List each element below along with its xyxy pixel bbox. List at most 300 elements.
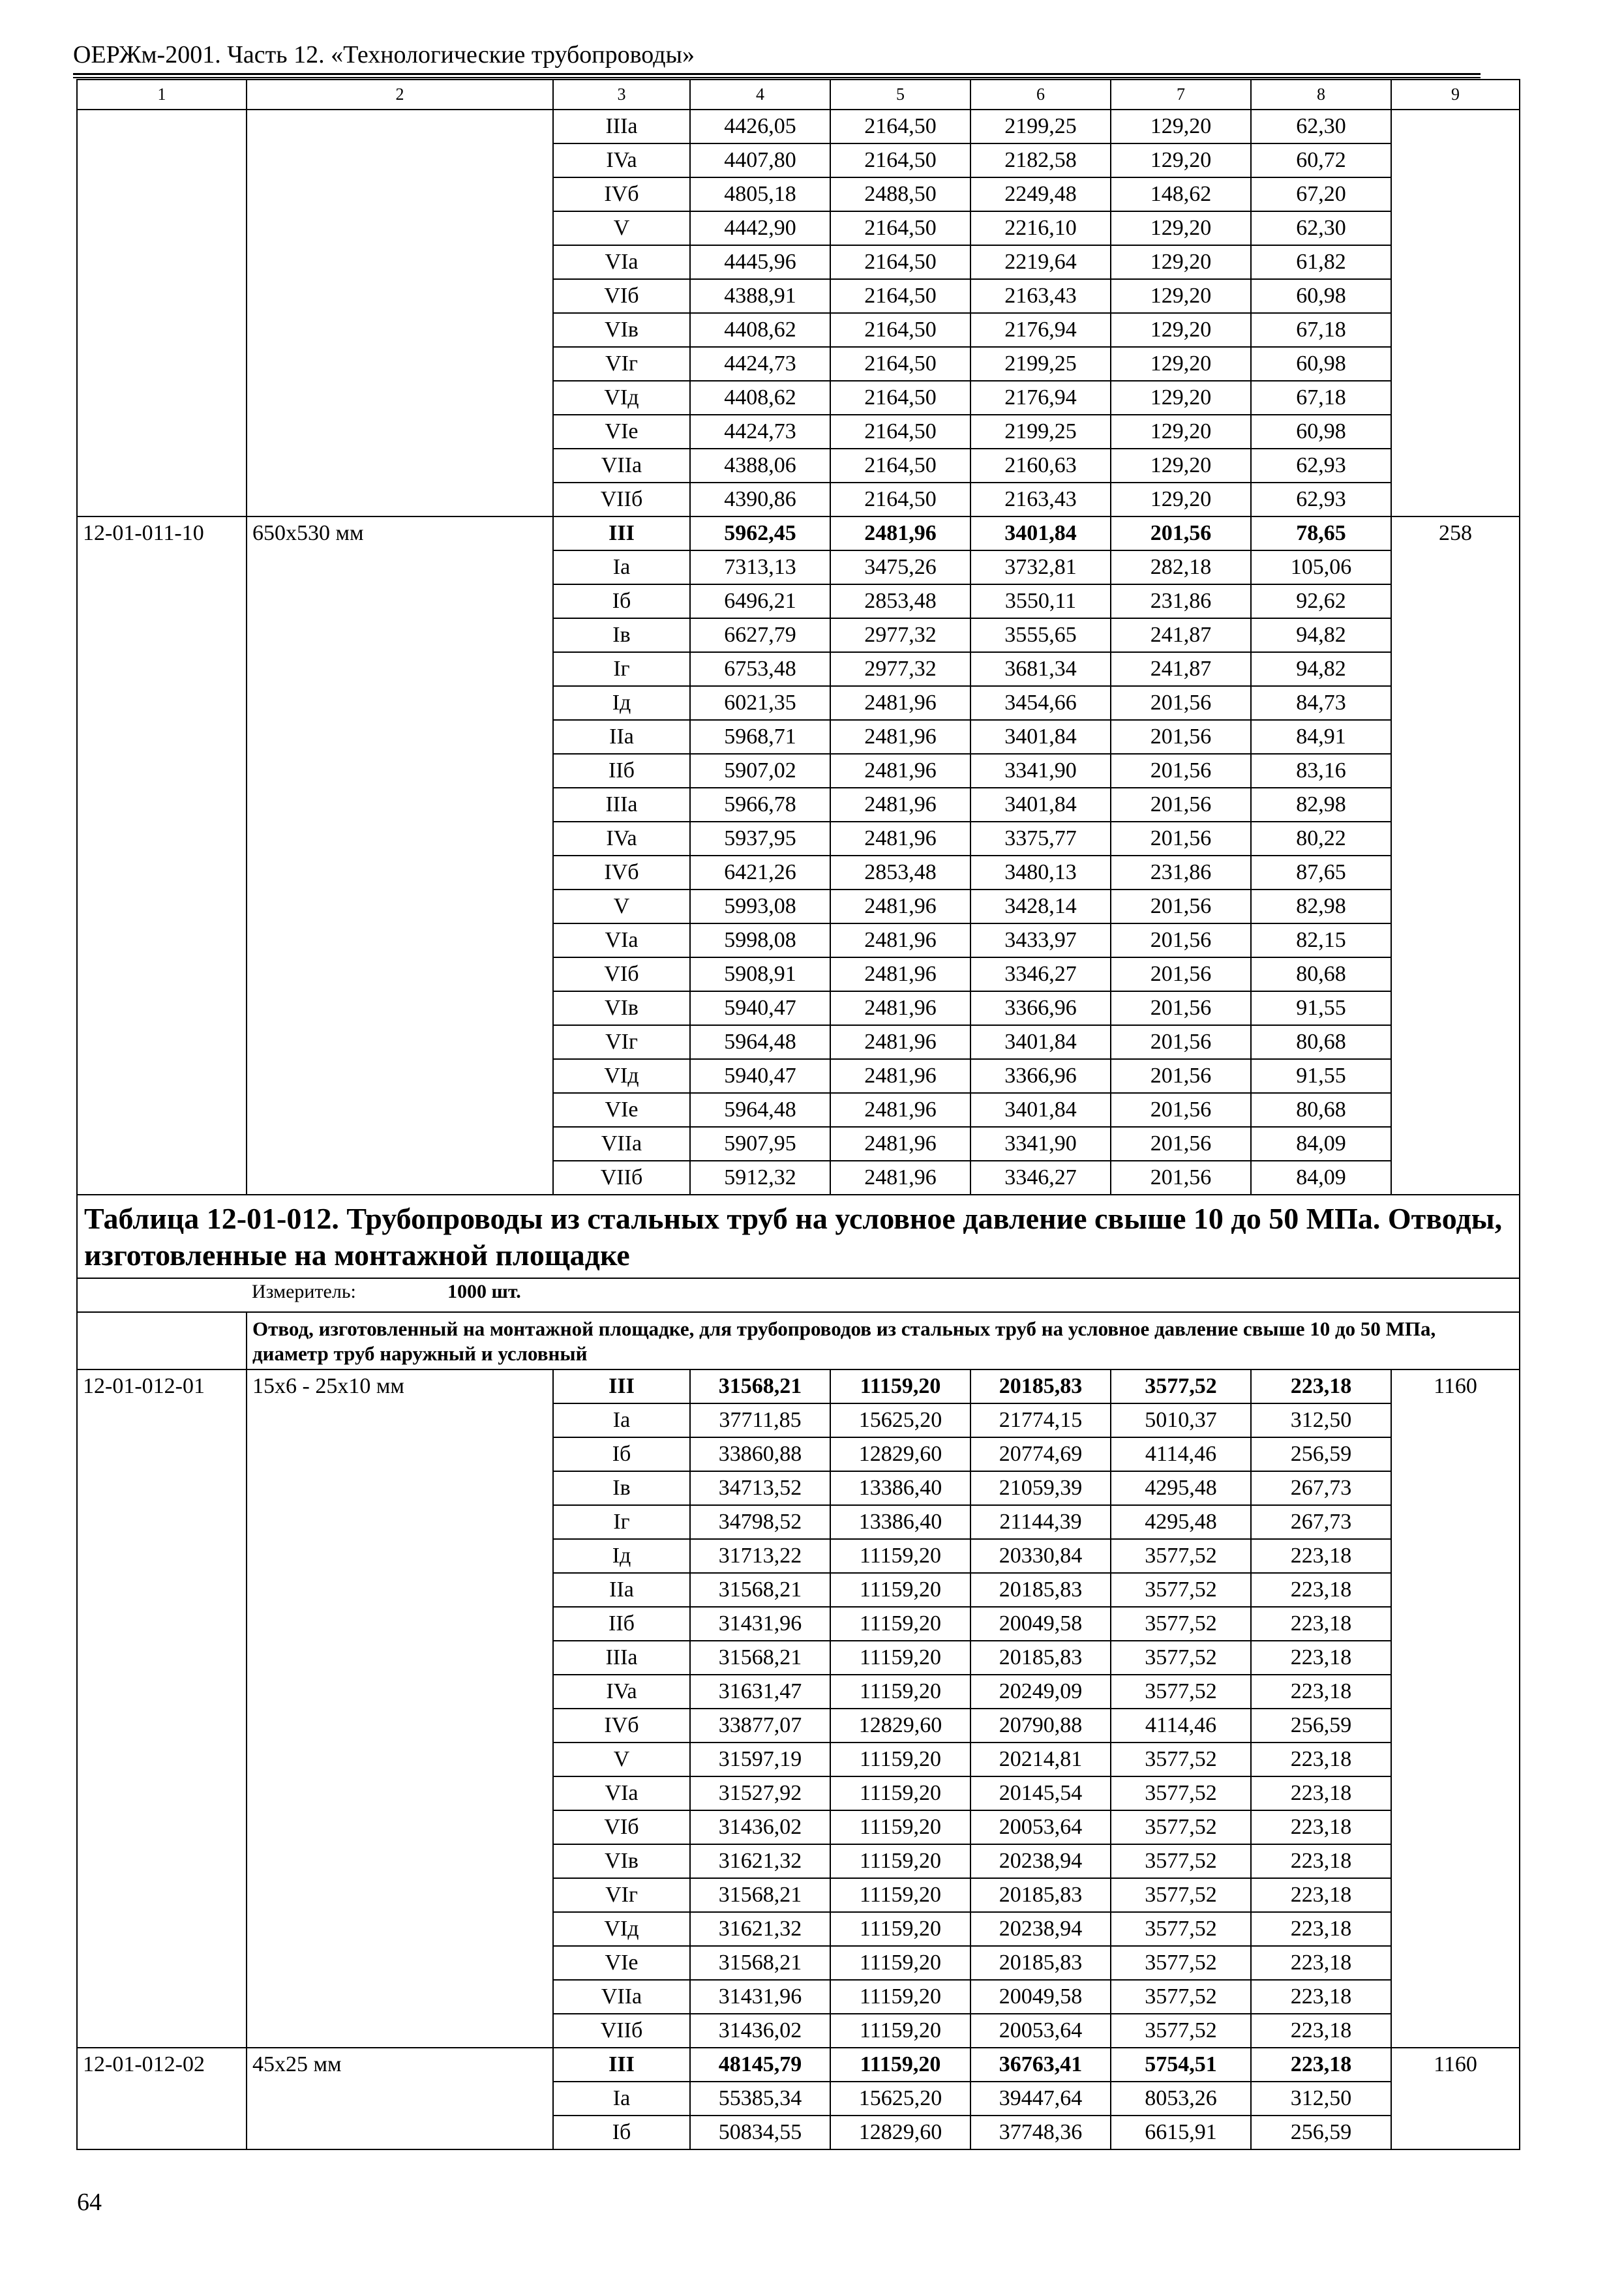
zone-cell: VIг xyxy=(553,347,690,381)
value-cell: 20049,58 xyxy=(970,1980,1111,2014)
value-cell: 84,09 xyxy=(1251,1161,1391,1195)
description-row xyxy=(77,1312,1520,1369)
value-cell: 31621,32 xyxy=(690,1844,830,1878)
value-cell: 2182,58 xyxy=(970,143,1111,177)
value-cell: 20185,83 xyxy=(970,1641,1111,1675)
value-cell: 11159,20 xyxy=(830,2048,970,2082)
value-cell: 3577,52 xyxy=(1111,1878,1251,1912)
value-cell: 3681,34 xyxy=(970,652,1111,686)
value-cell: 20185,83 xyxy=(970,1946,1111,1980)
value-cell: 31568,21 xyxy=(690,1641,830,1675)
value-cell: 94,82 xyxy=(1251,618,1391,652)
value-cell: 2163,43 xyxy=(970,483,1111,516)
zone-cell: VIe xyxy=(553,1093,690,1127)
value-cell: 55385,34 xyxy=(690,2082,830,2116)
section-heading-block xyxy=(77,1195,1520,1369)
column-number: 6 xyxy=(970,80,1111,110)
value-cell: 12829,60 xyxy=(830,2116,970,2149)
value-cell: 11159,20 xyxy=(830,1946,970,1980)
value-cell: 4424,73 xyxy=(690,415,830,449)
value-cell: 201,56 xyxy=(1111,516,1251,550)
value-cell: 20238,94 xyxy=(970,1844,1111,1878)
item-extra-value: 1160 xyxy=(1391,1369,1520,2048)
value-cell: 20330,84 xyxy=(970,1539,1111,1573)
value-cell: 5993,08 xyxy=(690,890,830,923)
value-cell: 267,73 xyxy=(1251,1471,1391,1505)
value-cell: 3366,96 xyxy=(970,991,1111,1025)
rates-table xyxy=(76,79,1520,2150)
item-code xyxy=(77,110,247,516)
value-cell: 2164,50 xyxy=(830,449,970,483)
zone-cell: Ia xyxy=(553,2082,690,2116)
value-cell: 11159,20 xyxy=(830,1878,970,1912)
value-cell: 5940,47 xyxy=(690,1059,830,1093)
column-number: 4 xyxy=(690,80,830,110)
value-cell: 2853,48 xyxy=(830,584,970,618)
value-cell: 4388,91 xyxy=(690,279,830,313)
value-cell: 129,20 xyxy=(1111,245,1251,279)
value-cell: 31621,32 xyxy=(690,1912,830,1946)
value-cell: 282,18 xyxy=(1111,550,1251,584)
zone-cell: VIг xyxy=(553,1878,690,1912)
zone-cell: V xyxy=(553,890,690,923)
value-cell: 31568,21 xyxy=(690,1946,830,1980)
value-cell: 223,18 xyxy=(1251,1844,1391,1878)
value-cell: 3341,90 xyxy=(970,1127,1111,1161)
zone-cell: Ia xyxy=(553,1403,690,1437)
value-cell: 2481,96 xyxy=(830,1093,970,1127)
value-cell: 21774,15 xyxy=(970,1403,1111,1437)
value-cell: 33877,07 xyxy=(690,1709,830,1743)
value-cell: 3480,13 xyxy=(970,856,1111,890)
value-cell: 31431,96 xyxy=(690,1607,830,1641)
value-cell: 82,15 xyxy=(1251,923,1391,957)
value-cell: 3341,90 xyxy=(970,754,1111,788)
zone-cell: Iв xyxy=(553,1471,690,1505)
zone-cell: VIг xyxy=(553,1025,690,1059)
zone-cell: Iб xyxy=(553,584,690,618)
value-cell: 62,30 xyxy=(1251,211,1391,245)
value-cell: 2216,10 xyxy=(970,211,1111,245)
zone-cell: VIб xyxy=(553,279,690,313)
value-cell: 3346,27 xyxy=(970,1161,1111,1195)
value-cell: 20790,88 xyxy=(970,1709,1111,1743)
value-cell: 3346,27 xyxy=(970,957,1111,991)
value-cell: 129,20 xyxy=(1111,313,1251,347)
value-cell: 62,93 xyxy=(1251,483,1391,516)
zone-cell: VIв xyxy=(553,313,690,347)
item-name: 45х25 мм xyxy=(247,2048,553,2149)
value-cell: 34798,52 xyxy=(690,1505,830,1539)
section-title-row xyxy=(77,1195,1520,1278)
zone-cell: IVб xyxy=(553,1709,690,1743)
zone-cell: Iб xyxy=(553,2116,690,2149)
item-name: 15х6 - 25х10 мм xyxy=(247,1369,553,2048)
value-cell: 31527,92 xyxy=(690,1776,830,1810)
value-cell: 2481,96 xyxy=(830,516,970,550)
value-cell: 256,59 xyxy=(1251,1709,1391,1743)
value-cell: 129,20 xyxy=(1111,483,1251,516)
zone-cell: Iб xyxy=(553,1437,690,1471)
value-cell: 11159,20 xyxy=(830,1980,970,2014)
value-cell: 15625,20 xyxy=(830,1403,970,1437)
meter-spacer xyxy=(77,1278,247,1312)
value-cell: 241,87 xyxy=(1111,618,1251,652)
value-cell: 2481,96 xyxy=(830,686,970,720)
value-cell: 33860,88 xyxy=(690,1437,830,1471)
value-cell: 3375,77 xyxy=(970,822,1111,856)
value-cell: 67,18 xyxy=(1251,313,1391,347)
value-cell: 2481,96 xyxy=(830,788,970,822)
value-cell: 36763,41 xyxy=(970,2048,1111,2082)
value-cell: 3555,65 xyxy=(970,618,1111,652)
value-cell: 3401,84 xyxy=(970,720,1111,754)
value-cell: 5010,37 xyxy=(1111,1403,1251,1437)
value-cell: 312,50 xyxy=(1251,1403,1391,1437)
value-cell: 4114,46 xyxy=(1111,1709,1251,1743)
value-cell: 12829,60 xyxy=(830,1709,970,1743)
column-number: 5 xyxy=(830,80,970,110)
value-cell: 4388,06 xyxy=(690,449,830,483)
value-cell: 256,59 xyxy=(1251,1437,1391,1471)
value-cell: 67,18 xyxy=(1251,381,1391,415)
value-cell: 3401,84 xyxy=(970,1025,1111,1059)
zone-cell: IIб xyxy=(553,754,690,788)
value-cell: 148,62 xyxy=(1111,177,1251,211)
value-cell: 3577,52 xyxy=(1111,1369,1251,1403)
value-cell: 201,56 xyxy=(1111,822,1251,856)
value-cell: 83,16 xyxy=(1251,754,1391,788)
table-body-part-1 xyxy=(77,80,1520,1195)
value-cell: 201,56 xyxy=(1111,1093,1251,1127)
zone-cell: IVa xyxy=(553,143,690,177)
value-cell: 11159,20 xyxy=(830,1641,970,1675)
table-body-part-2 xyxy=(77,1369,1520,2149)
zone-cell: IIIa xyxy=(553,110,690,143)
value-cell: 5968,71 xyxy=(690,720,830,754)
value-cell: 2199,25 xyxy=(970,347,1111,381)
value-cell: 2481,96 xyxy=(830,923,970,957)
item-code: 12-01-011-10 xyxy=(77,516,247,1195)
value-cell: 3454,66 xyxy=(970,686,1111,720)
value-cell: 21059,39 xyxy=(970,1471,1111,1505)
zone-cell: V xyxy=(553,1743,690,1776)
value-cell: 2164,50 xyxy=(830,483,970,516)
item-name: 650х530 мм xyxy=(247,516,553,1195)
value-cell: 11159,20 xyxy=(830,1776,970,1810)
value-cell: 80,68 xyxy=(1251,1093,1391,1127)
value-cell: 3433,97 xyxy=(970,923,1111,957)
item-extra-value: 1160 xyxy=(1391,2048,1520,2149)
zone-cell: Iг xyxy=(553,652,690,686)
value-cell: 61,82 xyxy=(1251,245,1391,279)
value-cell: 223,18 xyxy=(1251,1878,1391,1912)
value-cell: 2481,96 xyxy=(830,1025,970,1059)
running-header: ОЕРЖм-2001. Часть 12. «Технологические трубопроводы» xyxy=(73,41,695,68)
value-cell: 2481,96 xyxy=(830,957,970,991)
header-rule xyxy=(73,73,1481,78)
value-cell: 2481,96 xyxy=(830,1161,970,1195)
zone-cell: III xyxy=(553,1369,690,1403)
value-cell: 37748,36 xyxy=(970,2116,1111,2149)
value-cell: 80,22 xyxy=(1251,822,1391,856)
zone-cell: VIIa xyxy=(553,449,690,483)
zone-cell: IIa xyxy=(553,1573,690,1607)
value-cell: 20185,83 xyxy=(970,1573,1111,1607)
value-cell: 4408,62 xyxy=(690,381,830,415)
value-cell: 39447,64 xyxy=(970,2082,1111,2116)
value-cell: 5908,91 xyxy=(690,957,830,991)
value-cell: 3401,84 xyxy=(970,788,1111,822)
value-cell: 31436,02 xyxy=(690,1810,830,1844)
zone-cell: VIa xyxy=(553,1776,690,1810)
value-cell: 3428,14 xyxy=(970,890,1111,923)
value-cell: 5998,08 xyxy=(690,923,830,957)
value-cell: 2199,25 xyxy=(970,415,1111,449)
value-cell: 2488,50 xyxy=(830,177,970,211)
value-cell: 5754,51 xyxy=(1111,2048,1251,2082)
value-cell: 4442,90 xyxy=(690,211,830,245)
value-cell: 223,18 xyxy=(1251,2014,1391,2048)
value-cell: 4445,96 xyxy=(690,245,830,279)
value-cell: 92,62 xyxy=(1251,584,1391,618)
value-cell: 2164,50 xyxy=(830,415,970,449)
value-cell: 2176,94 xyxy=(970,313,1111,347)
zone-cell: IIб xyxy=(553,1607,690,1641)
value-cell: 2481,96 xyxy=(830,1059,970,1093)
value-cell: 11159,20 xyxy=(830,1573,970,1607)
value-cell: 3577,52 xyxy=(1111,1844,1251,1878)
zone-cell: VIIб xyxy=(553,2014,690,2048)
zone-cell: VIв xyxy=(553,1844,690,1878)
value-cell: 67,20 xyxy=(1251,177,1391,211)
value-cell: 2176,94 xyxy=(970,381,1111,415)
zone-cell: IIIa xyxy=(553,788,690,822)
value-cell: 6421,26 xyxy=(690,856,830,890)
value-cell: 4407,80 xyxy=(690,143,830,177)
zone-cell: VIIa xyxy=(553,1127,690,1161)
value-cell: 223,18 xyxy=(1251,1980,1391,2014)
value-cell: 2977,32 xyxy=(830,652,970,686)
value-cell: 129,20 xyxy=(1111,110,1251,143)
value-cell: 5964,48 xyxy=(690,1025,830,1059)
value-cell: 223,18 xyxy=(1251,1641,1391,1675)
value-cell: 60,72 xyxy=(1251,143,1391,177)
value-cell: 3577,52 xyxy=(1111,1946,1251,1980)
value-cell: 223,18 xyxy=(1251,2048,1391,2082)
value-cell: 94,82 xyxy=(1251,652,1391,686)
section-description: Отвод, изготовленный на монтажной площадке, для трубопроводов из стальных труб на условное давление свыше 10 до 50 МПа, диаметр труб наружный и условный xyxy=(247,1312,1520,1369)
value-cell: 5907,95 xyxy=(690,1127,830,1161)
value-cell: 78,65 xyxy=(1251,516,1391,550)
value-cell: 2199,25 xyxy=(970,110,1111,143)
value-cell: 3577,52 xyxy=(1111,1810,1251,1844)
value-cell: 223,18 xyxy=(1251,1369,1391,1403)
value-cell: 3577,52 xyxy=(1111,1641,1251,1675)
value-cell: 5937,95 xyxy=(690,822,830,856)
meter-value: 1000 шт. xyxy=(447,1281,521,1302)
value-cell: 4295,48 xyxy=(1111,1471,1251,1505)
value-cell: 31431,96 xyxy=(690,1980,830,2014)
value-cell: 20238,94 xyxy=(970,1912,1111,1946)
value-cell: 5964,48 xyxy=(690,1093,830,1127)
zone-cell: VIe xyxy=(553,415,690,449)
value-cell: 20185,83 xyxy=(970,1369,1111,1403)
value-cell: 201,56 xyxy=(1111,991,1251,1025)
value-cell: 4424,73 xyxy=(690,347,830,381)
value-cell: 223,18 xyxy=(1251,1946,1391,1980)
value-cell: 2164,50 xyxy=(830,110,970,143)
value-cell: 80,68 xyxy=(1251,957,1391,991)
value-cell: 3475,26 xyxy=(830,550,970,584)
value-cell: 3401,84 xyxy=(970,516,1111,550)
value-cell: 4390,86 xyxy=(690,483,830,516)
value-cell: 13386,40 xyxy=(830,1505,970,1539)
value-cell: 3550,11 xyxy=(970,584,1111,618)
value-cell: 2481,96 xyxy=(830,1127,970,1161)
zone-cell: Iв xyxy=(553,618,690,652)
value-cell: 223,18 xyxy=(1251,1675,1391,1709)
value-cell: 201,56 xyxy=(1111,686,1251,720)
value-cell: 223,18 xyxy=(1251,1776,1391,1810)
description-spacer xyxy=(77,1312,247,1369)
value-cell: 20185,83 xyxy=(970,1878,1111,1912)
table-row xyxy=(77,516,1520,550)
value-cell: 20053,64 xyxy=(970,2014,1111,2048)
value-cell: 60,98 xyxy=(1251,279,1391,313)
zone-cell: Iд xyxy=(553,686,690,720)
zone-cell: VIв xyxy=(553,991,690,1025)
value-cell: 31568,21 xyxy=(690,1878,830,1912)
value-cell: 82,98 xyxy=(1251,788,1391,822)
value-cell: 2977,32 xyxy=(830,618,970,652)
value-cell: 3577,52 xyxy=(1111,1743,1251,1776)
zone-cell: IVб xyxy=(553,856,690,890)
zone-cell: VIa xyxy=(553,923,690,957)
value-cell: 3577,52 xyxy=(1111,1776,1251,1810)
value-cell: 2481,96 xyxy=(830,890,970,923)
value-cell: 11159,20 xyxy=(830,1539,970,1573)
zone-cell: VIIa xyxy=(553,1980,690,2014)
value-cell: 129,20 xyxy=(1111,449,1251,483)
column-number: 2 xyxy=(247,80,553,110)
zone-cell: Iг xyxy=(553,1505,690,1539)
zone-cell: VIIб xyxy=(553,1161,690,1195)
value-cell: 223,18 xyxy=(1251,1539,1391,1573)
value-cell: 129,20 xyxy=(1111,143,1251,177)
item-extra-value: 258 xyxy=(1391,516,1520,1195)
value-cell: 6496,21 xyxy=(690,584,830,618)
value-cell: 31568,21 xyxy=(690,1573,830,1607)
value-cell: 50834,55 xyxy=(690,2116,830,2149)
value-cell: 4408,62 xyxy=(690,313,830,347)
value-cell: 11159,20 xyxy=(830,1675,970,1709)
value-cell: 223,18 xyxy=(1251,1912,1391,1946)
zone-cell: VIa xyxy=(553,245,690,279)
value-cell: 11159,20 xyxy=(830,1844,970,1878)
value-cell: 129,20 xyxy=(1111,347,1251,381)
column-number: 7 xyxy=(1111,80,1251,110)
value-cell: 31597,19 xyxy=(690,1743,830,1776)
meter-row xyxy=(77,1278,1520,1312)
section-title: Таблица 12-01-012. Трубопроводы из стальных труб на условное давление свыше 10 до 50 МПа. Отводы, изготовленные на монтажной площадке xyxy=(77,1195,1520,1278)
value-cell: 11159,20 xyxy=(830,1912,970,1946)
value-cell: 5940,47 xyxy=(690,991,830,1025)
value-cell: 201,56 xyxy=(1111,1059,1251,1093)
value-cell: 3366,96 xyxy=(970,1059,1111,1093)
column-numbers-row xyxy=(77,80,1520,110)
zone-cell: VIб xyxy=(553,1810,690,1844)
zone-cell: Ia xyxy=(553,550,690,584)
value-cell: 5966,78 xyxy=(690,788,830,822)
rates-table-container xyxy=(76,79,1503,2150)
value-cell: 3577,52 xyxy=(1111,1539,1251,1573)
value-cell: 105,06 xyxy=(1251,550,1391,584)
value-cell: 241,87 xyxy=(1111,652,1251,686)
value-cell: 2164,50 xyxy=(830,211,970,245)
value-cell: 48145,79 xyxy=(690,2048,830,2082)
value-cell: 13386,40 xyxy=(830,1471,970,1505)
value-cell: 2481,96 xyxy=(830,754,970,788)
item-name xyxy=(247,110,553,516)
page-number: 64 xyxy=(77,2189,102,2216)
value-cell: 2853,48 xyxy=(830,856,970,890)
value-cell: 129,20 xyxy=(1111,211,1251,245)
value-cell: 34713,52 xyxy=(690,1471,830,1505)
value-cell: 2481,96 xyxy=(830,991,970,1025)
value-cell: 223,18 xyxy=(1251,1607,1391,1641)
value-cell: 20774,69 xyxy=(970,1437,1111,1471)
value-cell: 267,73 xyxy=(1251,1505,1391,1539)
value-cell: 6021,35 xyxy=(690,686,830,720)
value-cell: 20214,81 xyxy=(970,1743,1111,1776)
meter-cell xyxy=(247,1278,1520,1312)
value-cell: 3577,52 xyxy=(1111,1675,1251,1709)
value-cell: 31631,47 xyxy=(690,1675,830,1709)
value-cell: 2481,96 xyxy=(830,720,970,754)
value-cell: 129,20 xyxy=(1111,415,1251,449)
zone-cell: III xyxy=(553,2048,690,2082)
zone-cell: IIIa xyxy=(553,1641,690,1675)
value-cell: 60,98 xyxy=(1251,347,1391,381)
value-cell: 11159,20 xyxy=(830,1607,970,1641)
value-cell: 201,56 xyxy=(1111,720,1251,754)
value-cell: 2164,50 xyxy=(830,143,970,177)
zone-cell: VIд xyxy=(553,1059,690,1093)
value-cell: 129,20 xyxy=(1111,381,1251,415)
value-cell: 5962,45 xyxy=(690,516,830,550)
value-cell: 62,93 xyxy=(1251,449,1391,483)
value-cell: 312,50 xyxy=(1251,2082,1391,2116)
value-cell: 4114,46 xyxy=(1111,1437,1251,1471)
value-cell: 60,98 xyxy=(1251,415,1391,449)
value-cell: 20049,58 xyxy=(970,1607,1111,1641)
value-cell: 201,56 xyxy=(1111,890,1251,923)
zone-cell: IVa xyxy=(553,1675,690,1709)
zone-cell: Iд xyxy=(553,1539,690,1573)
value-cell: 91,55 xyxy=(1251,991,1391,1025)
zone-cell: III xyxy=(553,516,690,550)
value-cell: 4426,05 xyxy=(690,110,830,143)
item-code: 12-01-012-02 xyxy=(77,2048,247,2149)
value-cell: 80,68 xyxy=(1251,1025,1391,1059)
value-cell: 2164,50 xyxy=(830,381,970,415)
value-cell: 231,86 xyxy=(1111,856,1251,890)
zone-cell: VIд xyxy=(553,1912,690,1946)
value-cell: 231,86 xyxy=(1111,584,1251,618)
value-cell: 5912,32 xyxy=(690,1161,830,1195)
zone-cell: VIe xyxy=(553,1946,690,1980)
